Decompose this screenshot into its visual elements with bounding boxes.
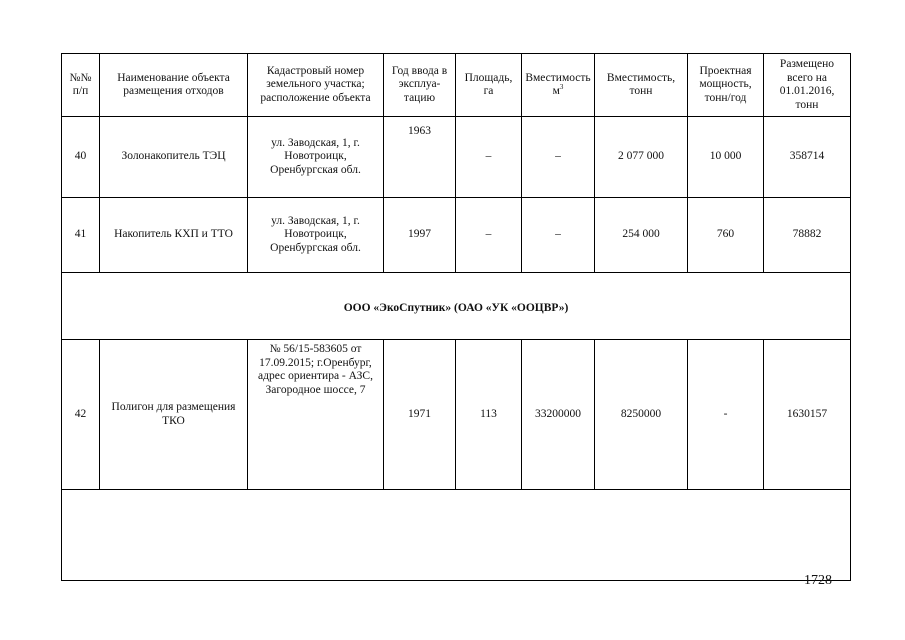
header-power: Проектная мощность, тонн/год bbox=[688, 54, 764, 117]
cell-power: 760 bbox=[688, 198, 764, 273]
cell-cadastral: ул. Заводская, 1, г. Новотроицк, Оренбургская обл. bbox=[248, 198, 384, 273]
cell-year: 1971 bbox=[384, 340, 456, 490]
organization-title: ООО «ЭкоСпутник» (ОАО «УК «ООЦВР») bbox=[62, 273, 851, 340]
cell-capacity-t: 254 000 bbox=[595, 198, 688, 273]
header-name: Наименование объекта размещения отходов bbox=[100, 54, 248, 117]
cell-power: 10 000 bbox=[688, 117, 764, 198]
header-area: Площадь, га bbox=[456, 54, 522, 117]
cell-name: Полигон для размещения ТКО bbox=[100, 340, 248, 490]
cell-area: – bbox=[456, 117, 522, 198]
table-header-row bbox=[62, 54, 851, 117]
table-row bbox=[62, 340, 851, 490]
empty-cell bbox=[62, 490, 851, 581]
cell-capacity-m3: – bbox=[522, 198, 595, 273]
cell-placed: 1630157 bbox=[764, 340, 851, 490]
cell-num: 42 bbox=[62, 340, 100, 490]
cell-year: 1997 bbox=[384, 198, 456, 273]
cell-placed: 78882 bbox=[764, 198, 851, 273]
cell-num: 40 bbox=[62, 117, 100, 198]
cell-name: Золонакопитель ТЭЦ bbox=[100, 117, 248, 198]
header-capacity-m3-label: Вместимость м bbox=[525, 71, 591, 97]
cell-year: 1963 bbox=[384, 117, 456, 198]
header-num: №№ п/п bbox=[62, 54, 100, 117]
cell-placed: 358714 bbox=[764, 117, 851, 198]
table-row bbox=[62, 198, 851, 273]
cell-capacity-t: 2 077 000 bbox=[595, 117, 688, 198]
cell-area: – bbox=[456, 198, 522, 273]
cell-capacity-t: 8250000 bbox=[595, 340, 688, 490]
header-capacity-t: Вместимость, тонн bbox=[595, 54, 688, 117]
cell-name: Накопитель КХП и ТТО bbox=[100, 198, 248, 273]
header-capacity-m3 bbox=[522, 54, 595, 117]
header-capacity-m3-sup: 3 bbox=[559, 83, 564, 92]
organization-row bbox=[62, 273, 851, 340]
empty-row bbox=[62, 490, 851, 581]
cell-capacity-m3: 33200000 bbox=[522, 340, 595, 490]
table-row bbox=[62, 117, 851, 198]
cell-power: - bbox=[688, 340, 764, 490]
header-cadastral: Кадастровый номер земельного участка; расположение объекта bbox=[248, 54, 384, 117]
cell-capacity-m3: – bbox=[522, 117, 595, 198]
cell-cadastral: № 56/15-583605 от 17.09.2015; г.Оренбург, адрес ориентира - АЗС, Загородное шоссе, 7 bbox=[248, 340, 384, 490]
header-placed: Размещено всего на 01.01.2016, тонн bbox=[764, 54, 851, 117]
header-year: Год ввода в эксплуа-тацию bbox=[384, 54, 456, 117]
cell-area: 113 bbox=[456, 340, 522, 490]
cell-cadastral: ул. Заводская, 1, г. Новотроицк, Оренбургская обл. bbox=[248, 117, 384, 198]
waste-objects-table bbox=[61, 53, 851, 581]
page-number: 1728 bbox=[804, 573, 832, 588]
cell-num: 41 bbox=[62, 198, 100, 273]
